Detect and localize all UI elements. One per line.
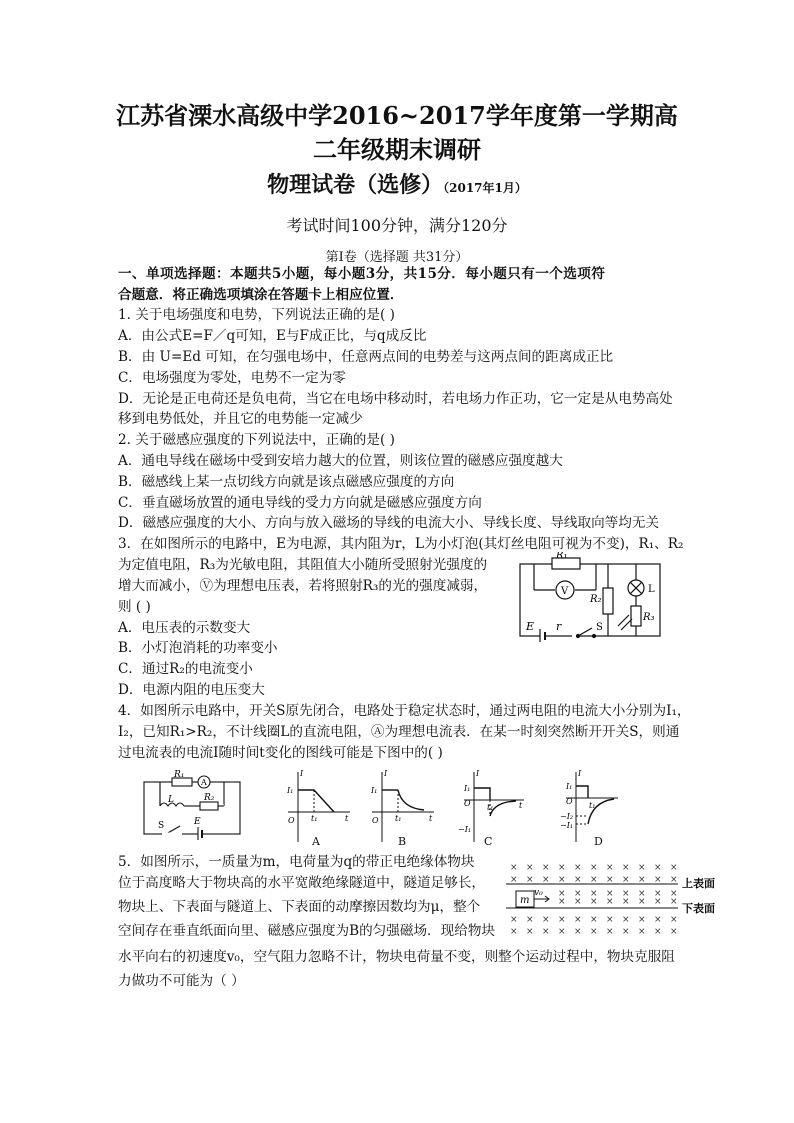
q1-option-d-line1: D．无论是正电荷还是负电荷，当它在电场中移动时，若电场力作正功，它一定是从电势高处 [118, 391, 673, 407]
subtitle-date: （2017年1月） [443, 181, 527, 195]
q3-fig-r3-label: R₃ [643, 612, 655, 623]
q2-stem: 2. 关于磁感应强度的下列说法中，正确的是( ) [118, 432, 395, 448]
graph-d-neg-i1: −I₁ [560, 821, 574, 830]
field-cross-icon: × [606, 897, 614, 907]
graph-label-b: B [398, 835, 407, 848]
field-cross-icon: × [526, 927, 534, 937]
field-cross-icon: × [670, 915, 678, 925]
q3-fig-l-label: L [648, 584, 655, 595]
q3-fig-v-label: V [561, 586, 569, 597]
q5-fig-upper-label: 上表面 [682, 877, 715, 890]
graph-a-origin: O [288, 816, 295, 825]
field-cross-icon: × [606, 875, 614, 885]
field-cross-icon: × [574, 927, 582, 937]
field-cross-icon: × [670, 897, 678, 907]
q5-stem-line1: 5．如图所示，一质量为m，电荷量为q的带正电绝缘体物块 [118, 854, 475, 870]
q1-option-c: C．电场强度为零处，电势不一定为零 [118, 370, 346, 386]
q1-stem: 1. 关于电场强度和电势，下列说法正确的是( ) [118, 307, 395, 323]
q4-circuit-figure [140, 770, 260, 840]
q5-fig-v0-label: v₀ [534, 888, 543, 898]
field-cross-icon: × [510, 863, 518, 873]
part-title: 第Ⅰ卷（选择题 共31分） [325, 250, 469, 265]
field-cross-icon: × [638, 875, 646, 885]
section1-heading-line1: 一、单项选择题：本题共5小题，每小题3分，共15分．每小题只有一个选项符 [118, 266, 606, 282]
field-cross-icon: × [558, 915, 566, 925]
field-cross-icon: × [590, 927, 598, 937]
field-cross-icon: × [606, 927, 614, 937]
q4-fig-r1-label: R₁ [174, 770, 185, 780]
graph-d-i1: I₁ [566, 782, 573, 791]
field-cross-icon: × [590, 875, 598, 885]
field-cross-icon: × [526, 875, 534, 885]
q5-fig-m-label: m [520, 895, 530, 906]
q3-circuit-figure [512, 552, 672, 642]
graph-d-origin: O [566, 797, 573, 806]
field-cross-icon: × [622, 927, 630, 937]
q3-stem-line3: 增大而减小，Ⓥ为理想电压表，若将照射R₃的光的强度减弱， [118, 578, 488, 594]
q3-fig-r1-label: R₁ [556, 552, 568, 561]
q4-stem-line3: 过电流表的电流I随时间t变化的图线可能是下图中的( ) [118, 745, 443, 761]
field-cross-icon: × [590, 897, 598, 907]
field-cross-icon: × [638, 897, 646, 907]
field-cross-icon: × [654, 915, 662, 925]
q3-option-c: C．通过R₂的电流变小 [118, 661, 253, 677]
field-cross-icon: × [574, 915, 582, 925]
graph-c-i1: I₁ [464, 784, 471, 793]
q3-option-d: D．电源内阻的电压变大 [118, 682, 265, 698]
q3-stem-line1: 3．在如图所示的电路中，E为电源，其内阻为r，L为小灯泡(其灯丝电阻可视为不变)，R₁、R₂ [118, 536, 684, 552]
q5-stem-line4: 空间存在垂直纸面向里、磁感应强度为B的匀强磁场．现给物块 [118, 923, 496, 939]
field-cross-icon: × [654, 875, 662, 885]
field-cross-icon: × [606, 889, 614, 899]
page-title-line1: 江苏省溧水高级中学2016~2017学年度第一学期高 [116, 101, 678, 130]
graph-b-origin: O [372, 816, 379, 825]
graph-c-origin: O [464, 799, 471, 808]
graph-c-t1: t₁ [487, 803, 494, 812]
graph-a-i1: I₁ [287, 786, 294, 795]
field-cross-icon: × [542, 927, 550, 937]
graph-label-a: A [312, 835, 320, 848]
field-cross-icon: × [558, 927, 566, 937]
field-cross-icon: × [622, 863, 630, 873]
q3-fig-r2-label: R₂ [590, 594, 602, 605]
field-cross-icon: × [510, 927, 518, 937]
field-cross-icon: × [574, 875, 582, 885]
q1-option-a: A．由公式E=F／q可知，E与F成正比，与q成反比 [118, 328, 427, 344]
field-cross-icon: × [670, 889, 678, 899]
q4-fig-a-label: A [201, 778, 207, 787]
q4-stem-line2: I₂，已知R₁>R₂，不计线圈L的直流电阻，Ⓐ为理想电流表．在某一时刻突然断开开关S，则通 [118, 724, 680, 740]
field-cross-icon: × [542, 863, 550, 873]
page-title-line2: 二年级期末调研 [313, 135, 481, 164]
q1-option-d-line2: 移到电势低处，并且它的电势能一定减少 [118, 411, 363, 427]
q1-option-b: B．由 U=Ed 可知，在匀强电场中，任意两点间的电势差与这两点间的距离成正比 [118, 349, 614, 365]
q5-stem-line3: 物块上、下表面与隧道上、下表面的动摩擦因数均为μ，整个 [118, 899, 481, 915]
q2-option-c: C．垂直磁场放置的通电导线的受力方向就是磁感应强度方向 [118, 495, 482, 511]
field-cross-icon: × [670, 875, 678, 885]
field-cross-icon: × [590, 915, 598, 925]
graph-d-axis-i: I [578, 769, 582, 778]
q5-stem-line6: 力做功不可能为（ ） [118, 973, 245, 989]
q3-option-a: A．电压表的示数变大 [118, 620, 251, 636]
graph-c-neg-i1: −I₁ [458, 825, 472, 834]
graph-b-t1: t₁ [395, 814, 402, 823]
field-cross-icon: × [654, 897, 662, 907]
field-cross-icon: × [670, 863, 678, 873]
field-cross-icon: × [622, 875, 630, 885]
field-cross-icon: × [558, 863, 566, 873]
field-cross-icon: × [558, 889, 566, 899]
q4-graphs [278, 768, 618, 850]
field-cross-icon: × [590, 889, 598, 899]
field-cross-icon: × [526, 915, 534, 925]
q3-option-b: B．小灯泡消耗的功率变小 [118, 640, 278, 656]
field-cross-icon: × [542, 875, 550, 885]
graph-b-i1: I₁ [371, 786, 378, 795]
field-cross-icon: × [558, 897, 566, 907]
graph-a-axis-t: t [345, 814, 349, 823]
q4-fig-e-label: E [194, 817, 201, 827]
graph-label-c: C [484, 835, 493, 848]
field-cross-icon: × [510, 875, 518, 885]
field-cross-icon: × [638, 927, 646, 937]
field-cross-icon: × [654, 927, 662, 937]
field-cross-icon: × [526, 863, 534, 873]
subtitle-main: 物理试卷（选修） [267, 172, 444, 198]
subtitle [0, 168, 794, 199]
q4-stem-line1: 4．如图所示电路中，开关S原先闭合，电路处于稳定状态时，通过两电阻的电流大小分别为I₁， [118, 703, 691, 719]
field-cross-icon: × [606, 863, 614, 873]
field-cross-icon: × [574, 897, 582, 907]
q2-option-a: A．通电导线在磁场中受到安培力越大的位置，则该位置的磁感应强度越大 [118, 453, 563, 469]
q5-tunnel-figure [500, 860, 730, 940]
graph-a-t1: t₁ [311, 814, 318, 823]
exam-info: 考试时间100分钟，满分120分 [286, 216, 508, 235]
field-cross-icon: × [654, 889, 662, 899]
q4-fig-l-label: L [168, 795, 174, 805]
q2-option-b: B．磁感线上某一点切线方向就是该点磁感应强度的方向 [118, 474, 455, 490]
graph-c-axis-t: t [519, 801, 523, 810]
q5-stem-line5: 水平向右的初速度v₀，空气阻力忽略不计，物块电荷量不变，则整个运动过程中，物块克服阻 [118, 949, 675, 965]
q4-fig-s-label: S [158, 821, 165, 831]
q3-stem-line2: 为定值电阻，R₃为光敏电阻，其阻值大小随所受照射光强度的 [118, 557, 488, 573]
field-cross-icon: × [622, 915, 630, 925]
field-cross-icon: × [542, 915, 550, 925]
graph-c-axis-i: I [476, 769, 480, 778]
field-cross-icon: × [638, 889, 646, 899]
field-cross-icon: × [510, 915, 518, 925]
graph-a-axis-i: I [300, 769, 304, 778]
graph-d-t1: t₁ [589, 801, 596, 810]
field-cross-icon: × [574, 863, 582, 873]
q3-fig-e-label: E [526, 620, 535, 633]
graph-b-axis-i: I [384, 769, 388, 778]
graph-b-axis-t: t [429, 814, 433, 823]
field-cross-icon: × [558, 875, 566, 885]
field-cross-icon: × [622, 897, 630, 907]
graph-label-d: D [594, 835, 603, 848]
q3-stem-line4: 则 ( ) [118, 599, 151, 615]
field-cross-icon: × [574, 889, 582, 899]
section1-heading-line2: 合题意．将正确选项填涂在答题卡上相应位置． [118, 287, 404, 303]
q2-option-d: D．磁感应强度的大小、方向与放入磁场的导线的电流大小、导线长度、导线取向等均无关 [118, 515, 660, 531]
q3-fig-s-label: S [596, 622, 603, 633]
q4-fig-r2-label: R₂ [204, 793, 215, 803]
field-cross-icon: × [622, 889, 630, 899]
field-cross-icon: × [590, 863, 598, 873]
q5-stem-line2: 位于高度略大于物块高的水平宽敞绝缘隧道中，隧道足够长， [118, 875, 486, 891]
field-cross-icon: × [638, 863, 646, 873]
field-cross-icon: × [606, 915, 614, 925]
graph-d-neg-i2: −I₂ [560, 812, 574, 821]
q5-fig-lower-label: 下表面 [682, 902, 715, 915]
field-cross-icon: × [638, 915, 646, 925]
field-cross-icon: × [670, 927, 678, 937]
q3-fig-r-label: r [556, 620, 562, 633]
field-cross-icon: × [654, 863, 662, 873]
